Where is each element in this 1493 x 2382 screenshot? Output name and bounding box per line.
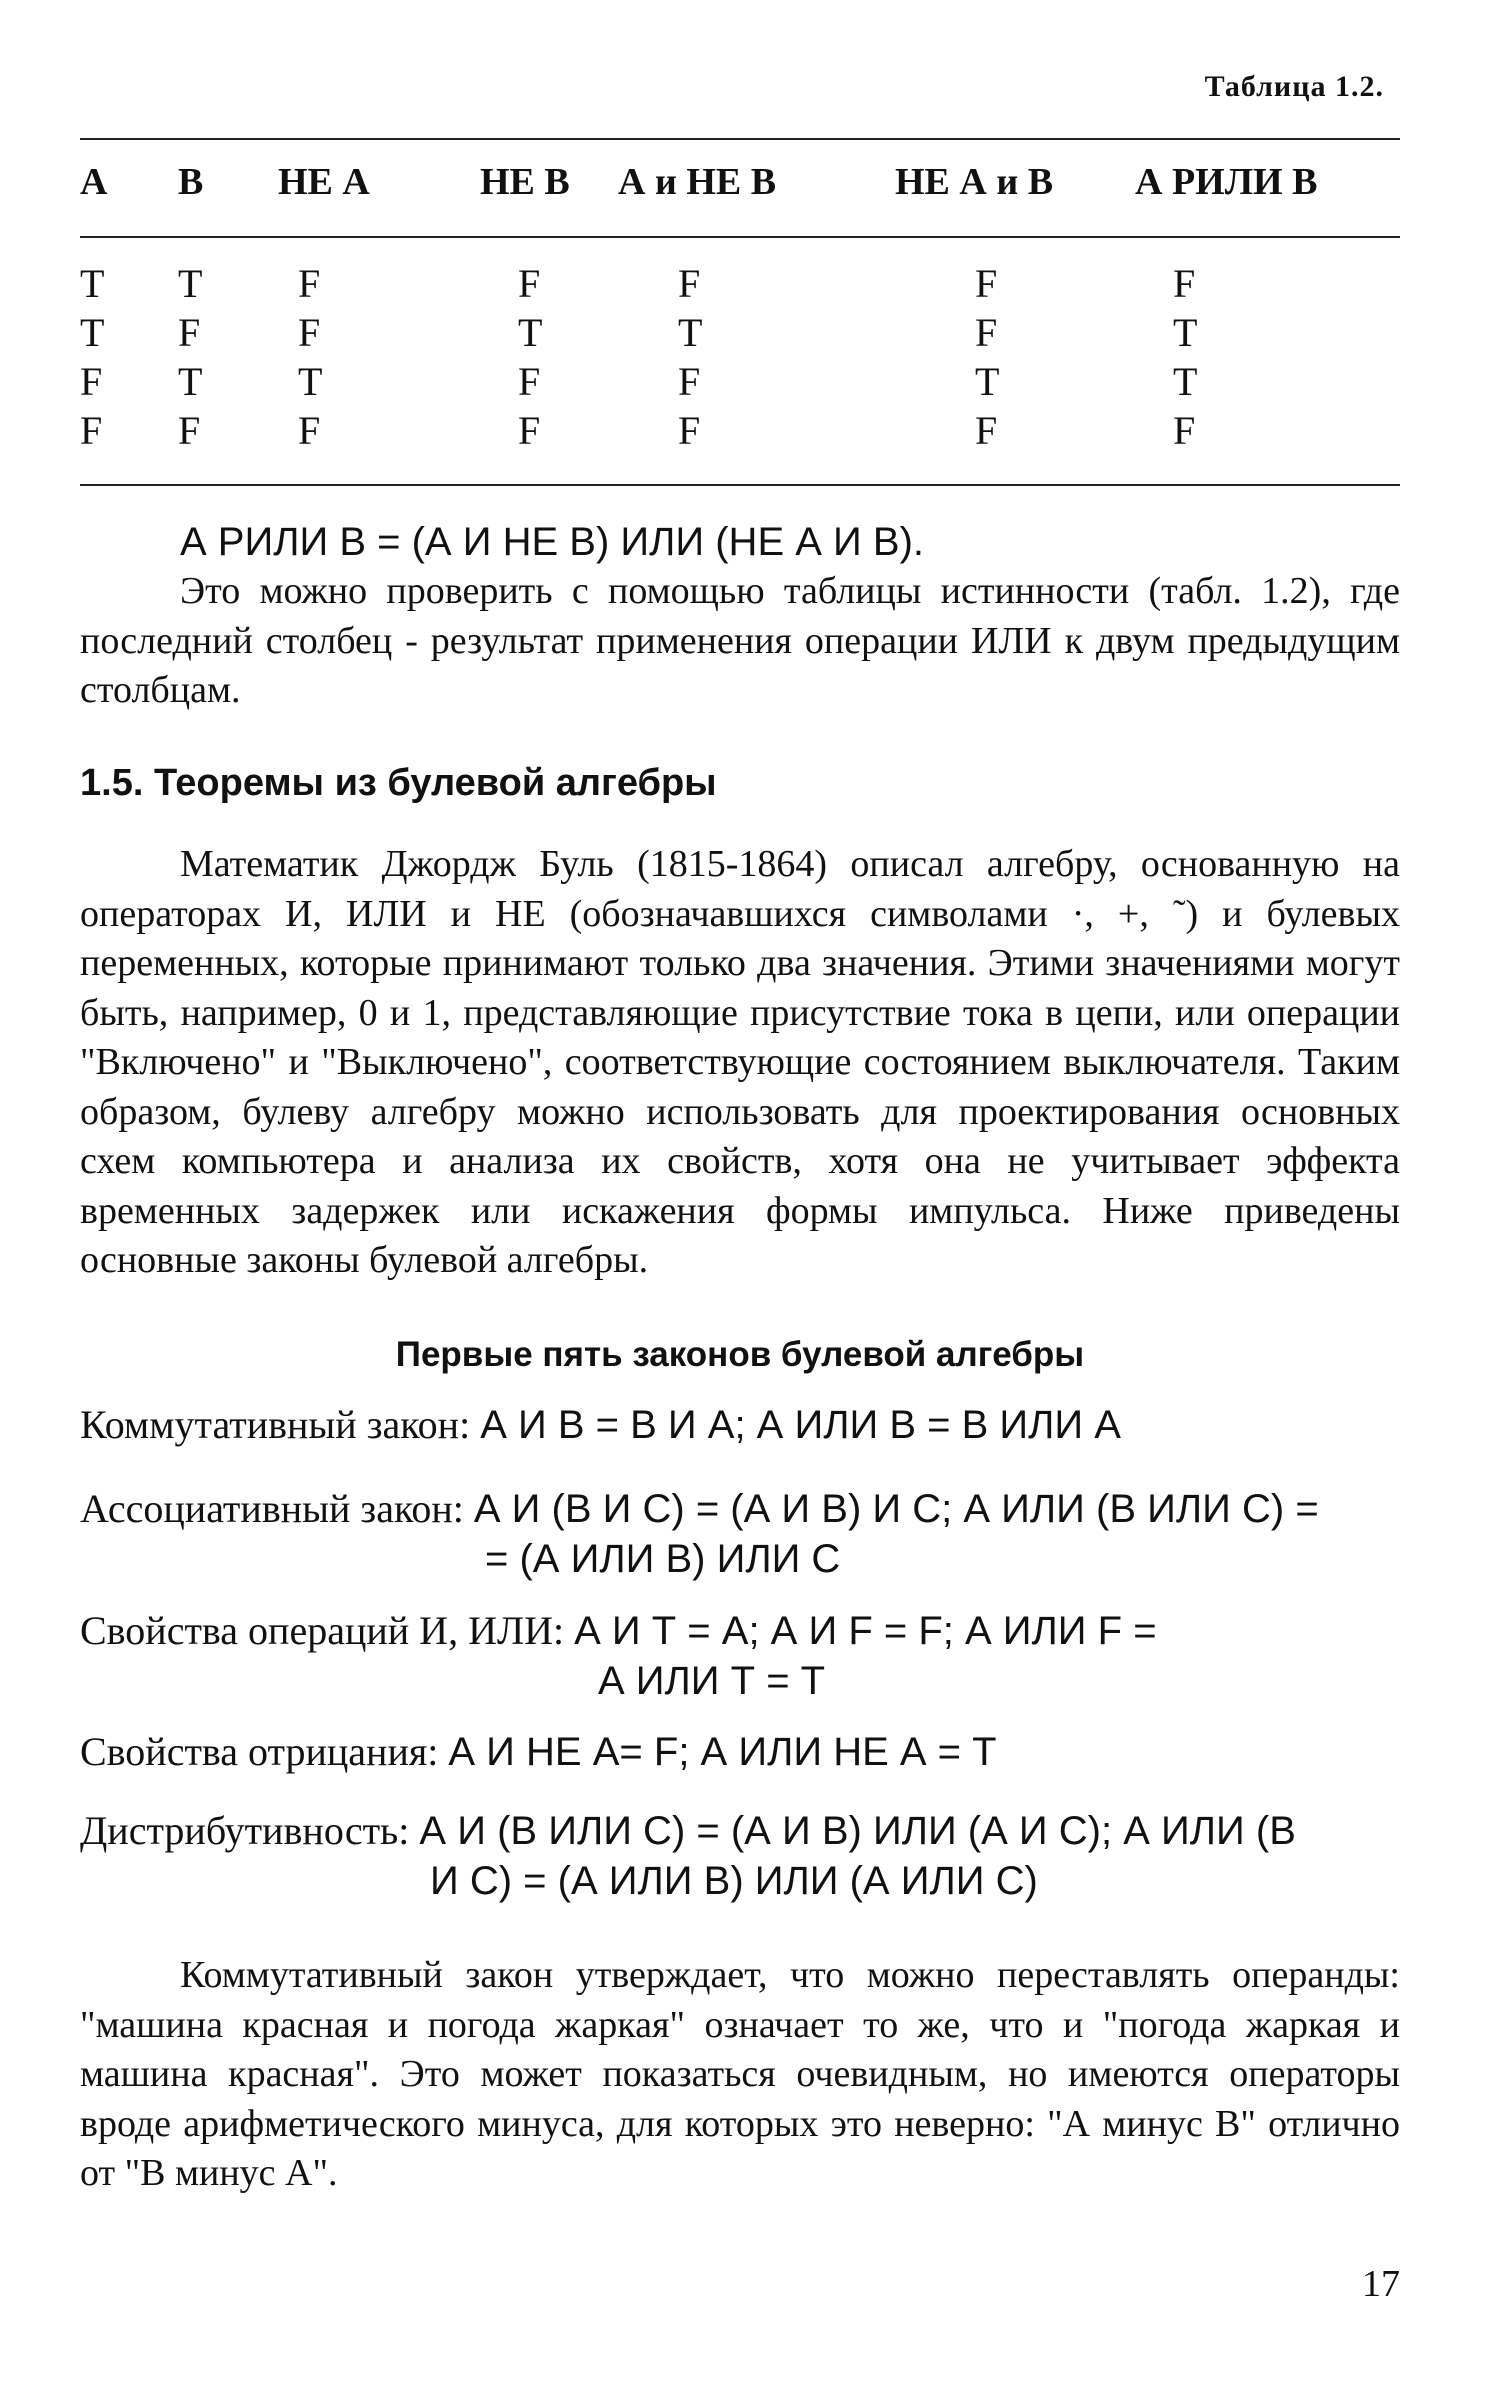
- table-cell: F: [518, 261, 541, 306]
- law-label: Свойства отрицания:: [80, 1729, 439, 1774]
- table-bottom-rule: [80, 484, 1400, 486]
- table-cell: F: [298, 408, 321, 453]
- table-header-cell: В: [178, 161, 204, 203]
- table-cell: T: [178, 261, 203, 306]
- table-cell: F: [975, 408, 998, 453]
- law-and-or-properties: [80, 1606, 1400, 1706]
- law-associative: [80, 1484, 1400, 1584]
- table-cell: T: [178, 359, 203, 404]
- book-page: [80, 0, 1400, 2382]
- law-formula-continuation: А ИЛИ Т = Т: [598, 1659, 826, 1703]
- table-header-rule: [80, 236, 1400, 238]
- table-header-cell: А и НЕ В: [618, 161, 777, 203]
- paragraph-boole: Математик Джордж Буль (1815-1864) описал алгебру, основанную на операторах И, ИЛИ и НЕ (обозначавшихся символами ·, +, ˜) и булевых переменных, которые принимают только два значения. Этими значениями могут быть, например, 0 и 1, представляющие присутствие тока в цепи, или операции "Включено" и "Выключено", соответствующие состоянием выключателя. Таким образом, булеву алгебру можно использовать для проектирования основных схем компьютера и анализа их свойств, хотя она не учитывает эффекта временных задержек или искажения формы импульса. Ниже приведены основные законы булевой алгебры.: [80, 843, 1400, 1281]
- table-cell: F: [298, 310, 321, 355]
- law-label: Свойства операций И, ИЛИ:: [80, 1608, 565, 1653]
- law-formula: А И НЕ А= F; А ИЛИ НЕ А = Т: [448, 1730, 997, 1774]
- law-distributive: [80, 1806, 1400, 1906]
- table-cell: F: [678, 261, 701, 306]
- law-formula-continuation: = (А ИЛИ В) ИЛИ С: [485, 1537, 841, 1581]
- table-cell: T: [298, 359, 323, 404]
- table-cell: F: [975, 310, 998, 355]
- section-heading: 1.5. Теоремы из булевой алгебры: [80, 762, 717, 804]
- laws-heading: Первые пять законов булевой алгебры: [395, 1335, 1085, 1374]
- table-cell: F: [678, 359, 701, 404]
- paragraph-commutative-explanation: Коммутативный закон утверждает, что можно переставлять операнды: "машина красная и погода жаркая" означает то же, что и "погода жаркая и машина красная". Это может показаться очевидным, но имеются операторы вроде арифметического минуса, для которых это неверно: "А минус В" отлично от "В минус А".: [80, 1954, 1400, 2194]
- table-cell: F: [298, 261, 321, 306]
- table-cell: T: [1173, 359, 1198, 404]
- page-number: 17: [1362, 2263, 1400, 2305]
- table-header-cell: А: [80, 161, 108, 203]
- table-cell: F: [518, 408, 541, 453]
- table-cell: F: [178, 408, 201, 453]
- table-cell: T: [80, 261, 105, 306]
- table-cell: T: [975, 359, 1000, 404]
- law-label: Коммутативный закон:: [80, 1402, 471, 1447]
- table-cell: F: [518, 359, 541, 404]
- table-cell: T: [678, 310, 703, 355]
- table-header-cell: НЕ А: [278, 161, 370, 203]
- table-header-cell: НЕ А и В: [895, 161, 1054, 203]
- law-formula: А И Т = А; А И F = F; А ИЛИ F =: [574, 1609, 1157, 1653]
- law-label: Ассоциативный закон:: [80, 1486, 464, 1531]
- table-cell: F: [1173, 408, 1196, 453]
- table-cell: T: [1173, 310, 1198, 355]
- law-formula: А И (В И С) = (А И В) И С; А ИЛИ (В ИЛИ С) =: [473, 1487, 1319, 1531]
- law-formula: А И В = В И А; А ИЛИ В = В ИЛИ А: [480, 1403, 1121, 1447]
- law-commutative: [80, 1400, 1400, 1450]
- table-cell: F: [80, 359, 103, 404]
- law-formula-continuation: И С) = (А ИЛИ В) ИЛИ (А ИЛИ С): [430, 1859, 1038, 1903]
- table-cell: F: [80, 408, 103, 453]
- law-negation: [80, 1727, 1400, 1777]
- paragraph-truth-table: Это можно проверить с помощью таблицы истинности (табл. 1.2), где последний столбец - результат применения операции ИЛИ к двум предыдущим столбцам.: [80, 570, 1400, 711]
- table-top-rule: [80, 138, 1400, 140]
- table-cell: T: [518, 310, 543, 355]
- table-cell: F: [1173, 261, 1196, 306]
- law-label: Дистрибутивность:: [80, 1808, 410, 1853]
- table-cell: T: [80, 310, 105, 355]
- table-cell: F: [975, 261, 998, 306]
- table-cell: F: [678, 408, 701, 453]
- law-formula: А И (В ИЛИ С) = (А И В) ИЛИ (А И С); А ИЛИ (В: [419, 1809, 1296, 1853]
- table-cell: F: [178, 310, 201, 355]
- table-caption: Таблица 1.2.: [1204, 70, 1384, 103]
- or-formula: А РИЛИ В = (А И НЕ В) ИЛИ (НЕ А И В).: [180, 520, 925, 564]
- table-header-cell: А РИЛИ В: [1135, 161, 1318, 203]
- table-header-cell: НЕ В: [480, 161, 570, 203]
